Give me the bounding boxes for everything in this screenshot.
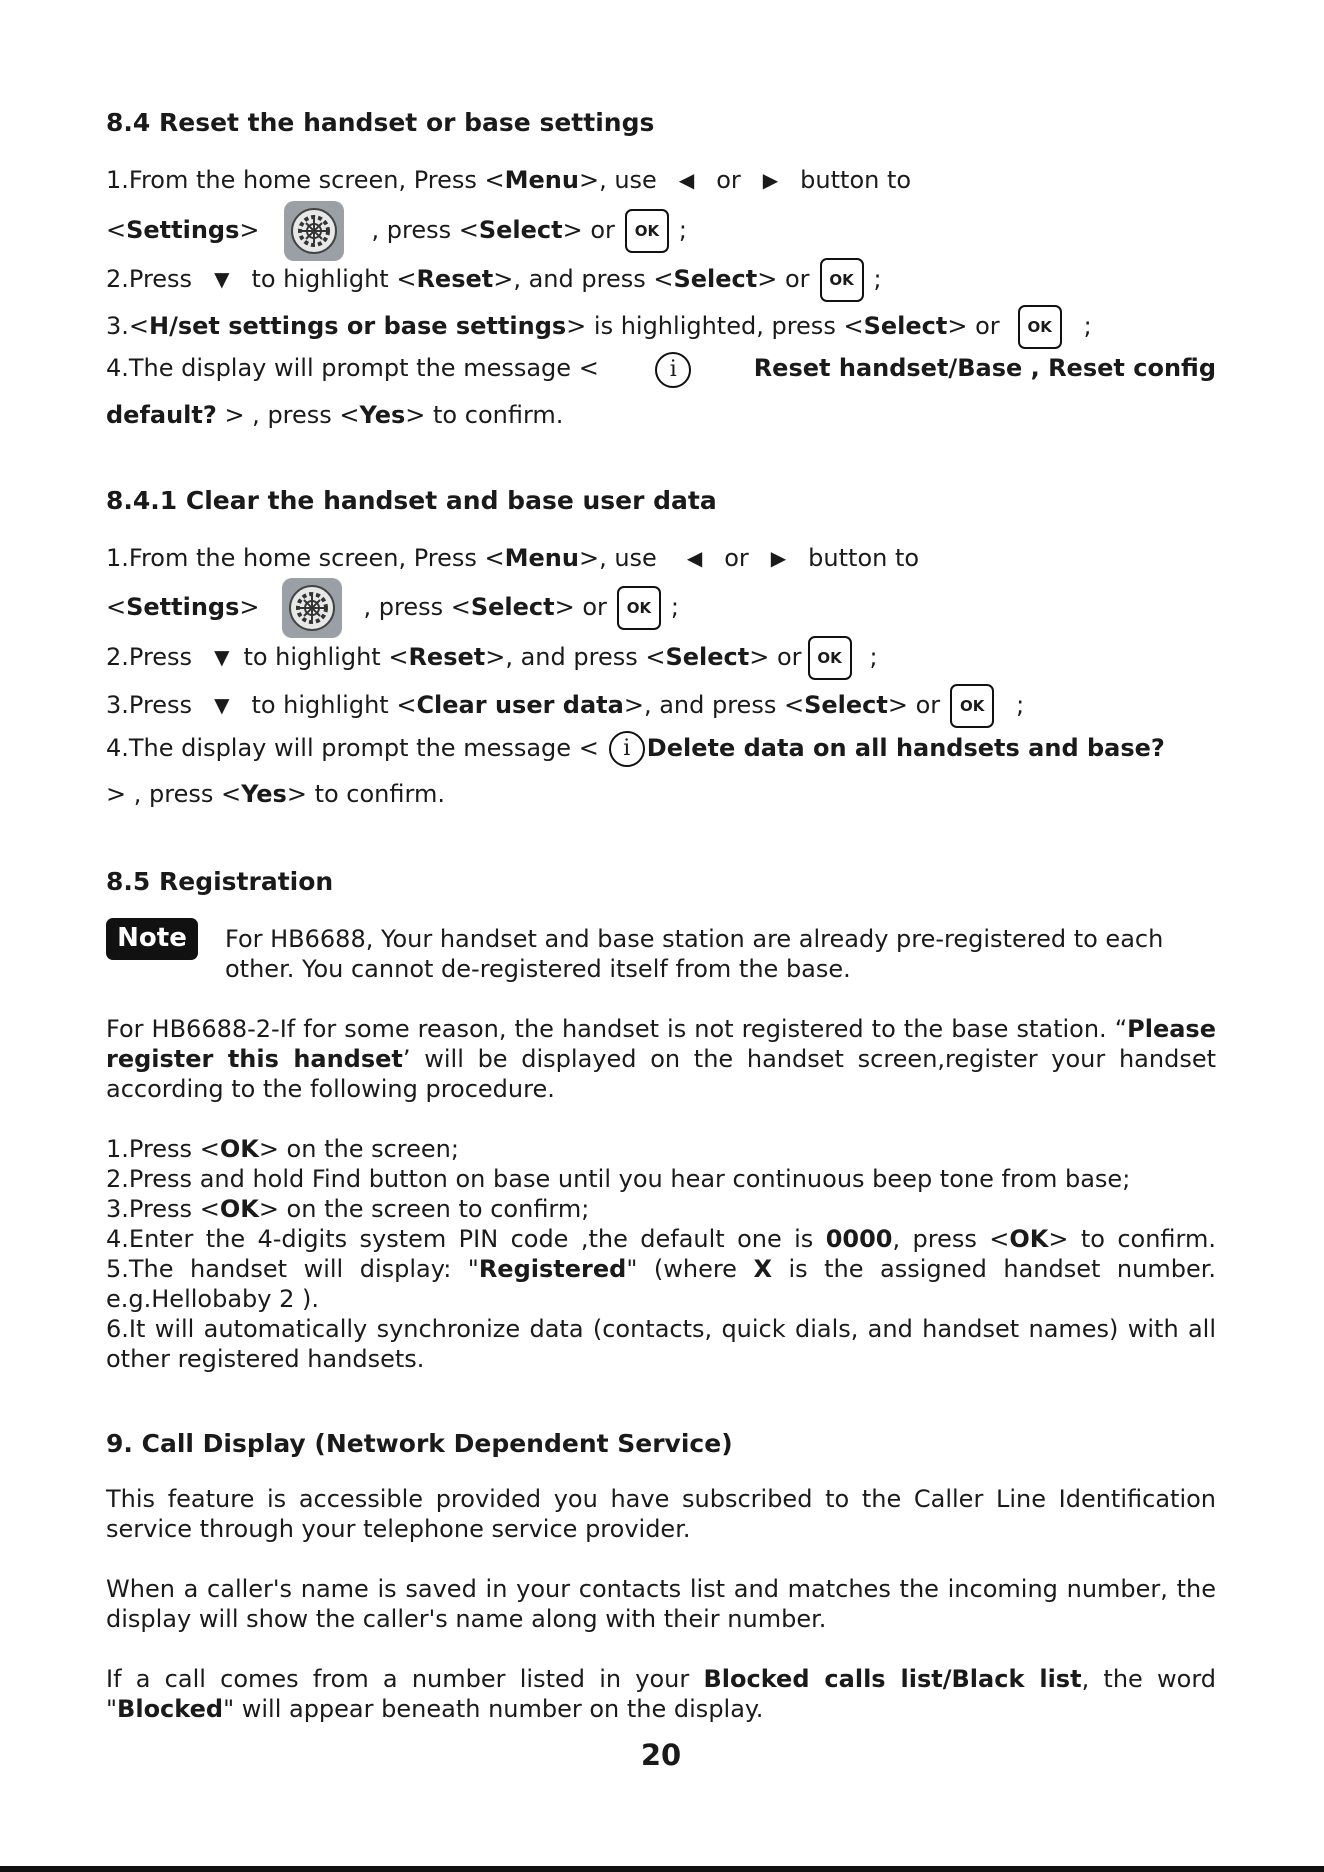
s841-step4-cont: > , press <Yes> to confirm. xyxy=(106,780,445,808)
registration-steps xyxy=(106,1134,1216,1374)
reg-step-4: 4.Enter the 4-digits system PIN code ,the default one is 0000, press <OK> to confirm. xyxy=(106,1225,1217,1253)
note-text-line-2: other. You cannot de-registered itself from the base. xyxy=(225,955,851,983)
ok-key-icon: OK xyxy=(820,258,864,302)
reg-step-6: 6.It will automatically synchronize data (contacts, quick dials, and handset names) with all other registered handsets. xyxy=(106,1315,1216,1373)
ok-key-icon: OK xyxy=(617,586,661,630)
s84-step4-cont: default? > , press <Yes> to confirm. xyxy=(106,401,564,429)
s841-step1: 1.From the home screen, Press <Menu>, use ◀ or ▶ button to xyxy=(106,544,920,572)
settings-gear-icon xyxy=(282,578,342,638)
s84-step1-cont: <Settings> , press <Select> or OK ; xyxy=(106,198,687,262)
s841-step2: 2.Press ▼ to highlight <Reset>, and press <Select> or OK ; xyxy=(106,636,878,680)
right-arrow-icon: ▶ xyxy=(762,168,779,192)
section-9-title: 9. Call Display (Network Dependent Service) xyxy=(106,1429,733,1458)
left-arrow-icon: ◀ xyxy=(686,546,703,570)
reg-step-1: 1.Press <OK> on the screen; xyxy=(106,1135,459,1163)
page-number: 20 xyxy=(640,1738,682,1772)
s841-step3: 3.Press ▼ to highlight <Clear user data>, and press <Select> or OK ; xyxy=(106,684,1024,728)
note-badge: Note xyxy=(106,918,198,960)
ok-key-icon: OK xyxy=(1018,305,1062,349)
ok-key-icon: OK xyxy=(950,684,994,728)
s84-step2: 2.Press ▼ to highlight <Reset>, and press <Select> or OK ; xyxy=(106,258,882,302)
info-icon: i xyxy=(655,352,691,388)
s841-step1-cont: <Settings> , press <Select> or OK ; xyxy=(106,575,679,639)
right-arrow-icon: ▶ xyxy=(770,546,787,570)
call-display-para-2: When a caller's name is saved in your contacts list and matches the incoming number, the display will show the caller's name along with their number. xyxy=(106,1575,1216,1633)
down-arrow-icon: ▼ xyxy=(214,693,230,717)
reg-step-5: 5.The handset will display: "Registered" (where X is the assigned handset number. e.g.Hellobaby 2 ). xyxy=(106,1255,1217,1313)
section-8-5-title: 8.5 Registration xyxy=(106,867,334,896)
ok-key-icon: OK xyxy=(625,209,669,253)
ok-key-icon: OK xyxy=(808,636,852,680)
section-8-4-1-title: 8.4.1 Clear the handset and base user data xyxy=(106,486,717,515)
reg-step-3: 3.Press <OK> on the screen to confirm; xyxy=(106,1195,590,1223)
registration-intro: For HB6688-2-If for some reason, the handset is not registered to the base station. “Please register this handset’ will be displayed on the handset screen,register your handset according to the following procedure. xyxy=(106,1015,1216,1103)
s84-step3: 3.<H/set settings or base settings> is highlighted, press <Select> or OK ; xyxy=(106,305,1092,349)
left-arrow-icon: ◀ xyxy=(678,168,695,192)
bottom-border xyxy=(0,1866,1324,1872)
info-icon: i xyxy=(609,731,645,767)
reg-step-2: 2.Press and hold Find button on base until you hear continuous beep tone from base; xyxy=(106,1165,1131,1193)
s84-step1: 1.From the home screen, Press <Menu>, use ◀ or ▶ button to xyxy=(106,166,912,194)
section-8-4-title: 8.4 Reset the handset or base settings xyxy=(106,108,655,137)
down-arrow-icon: ▼ xyxy=(214,645,230,669)
note-text-line-1: For HB6688, Your handset and base station are already pre-registered to each xyxy=(225,925,1164,953)
s84-step4: 4.The display will prompt the message < i Reset handset/Base , Reset config xyxy=(106,352,1216,388)
settings-gear-icon xyxy=(284,201,344,261)
down-arrow-icon: ▼ xyxy=(214,267,230,291)
call-display-para-1: This feature is accessible provided you have subscribed to the Caller Line Identification service through your telephone service provider. xyxy=(106,1485,1216,1543)
call-display-para-3: If a call comes from a number listed in your Blocked calls list/Black list, the word "Blocked" will appear beneath number on the display. xyxy=(106,1665,1217,1723)
s841-step4: 4.The display will prompt the message < i Delete data on all handsets and base? xyxy=(106,731,1165,767)
